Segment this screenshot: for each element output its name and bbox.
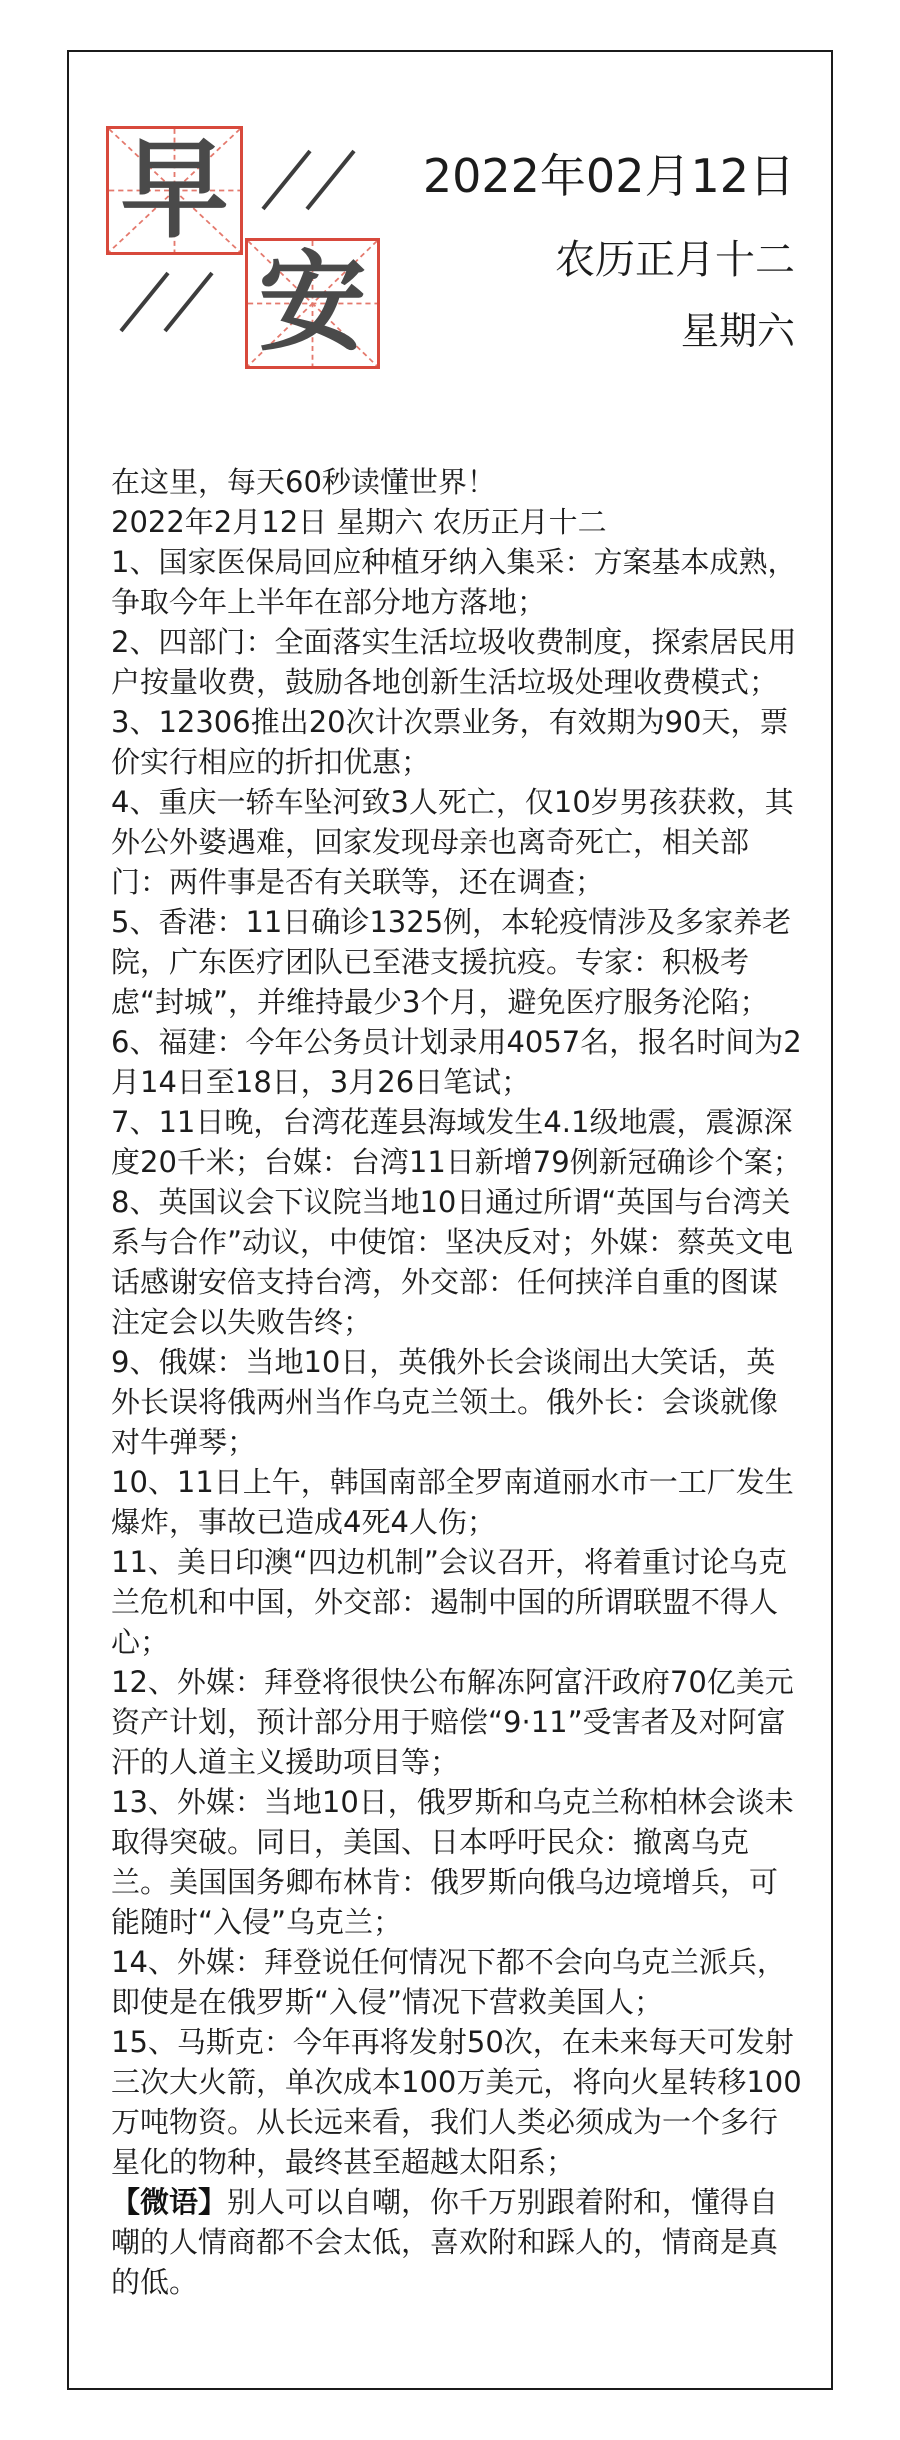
news-item: 14、外媒：拜登说任何情况下都不会向乌克兰派兵，即使是在俄罗斯“入侵”情况下营救美国人； <box>111 1945 786 2019</box>
weiyu-text: 别人可以自嘲，你千万别跟着附和，懂得自嘲的人情商都不会太低，喜欢附和踩人的，情商是真的低。 <box>111 2185 779 2299</box>
news-item: 9、俄媒：当地10日，英俄外长会谈闹出大笑话，英外长误将俄两州当作乌克兰领土。俄外长：会谈就像对牛弹琴； <box>111 1345 779 1459</box>
date-weekday: 星期六 <box>680 309 795 353</box>
news-content <box>111 462 803 2302</box>
news-item: 3、12306推出20次计次票业务，有效期为90天，票价实行相应的折扣优惠； <box>111 705 789 779</box>
weiyu-label: 【微语】 <box>111 2185 228 2219</box>
news-item: 13、外媒：当地10日，俄罗斯和乌克兰称柏林会谈未取得突破。同日，美国、日本呼吁民众：撤离乌克兰。美国国务卿布林肯：俄罗斯向俄乌边境增兵，可能随时“入侵”乌克兰； <box>111 1785 794 1939</box>
news-item: 12、外媒：拜登将很快公布解冻阿富汗政府70亿美元资产计划，预计部分用于赔偿“9·11”受害者及对阿富汗的人道主义援助项目等； <box>111 1665 794 1779</box>
news-item: 4、重庆一轿车坠河致3人死亡，仅10岁男孩获救，其外公外婆遇难，回家发现母亲也离奇死亡，相关部门：两件事是否有关联等，还在调查； <box>111 785 794 899</box>
weiyu-paragraph <box>111 2182 803 2302</box>
news-item: 2、四部门：全面落实生活垃圾收费制度，探索居民用户按量收费，鼓励各地创新生活垃圾处理收费模式； <box>111 625 797 699</box>
date-gregorian: 2022年02月12日 <box>422 149 795 203</box>
news-item: 7、11日晚，台湾花莲县海域发生4.1级地震，震源深度20千米；台媒：台湾11日新增79例新冠确诊个案； <box>111 1105 802 1179</box>
date-lunar: 农历正月十二 <box>555 237 795 283</box>
news-item: 8、英国议会下议院当地10日通过所谓“英国与台湾关系与合作”动议，中使馆：坚决反对；外媒：蔡英文电话感谢安倍支持台湾，外交部：任何挟洋自重的图谋注定会以失败告终； <box>111 1185 794 1339</box>
news-item: 1、国家医保局回应种植牙纳入集采：方案基本成熟，争取今年上半年在部分地方落地； <box>111 545 797 619</box>
news-item: 15、马斯克：今年再将发射50次，在未来每天可发射三次大火箭，单次成本100万美元，将向火星转移100万吨物资。从长远来看，我们人类必须成为一个多行星化的物种，最终甚至超越太阳系； <box>111 2025 802 2179</box>
intro-line: 在这里，每天60秒读懂世界！ <box>111 465 496 499</box>
logo-char-an: 安 <box>258 240 367 366</box>
news-item: 11、美日印澳“四边机制”会议召开，将着重讨论乌克兰危机和中国，外交部：遏制中国的所谓联盟不得人心； <box>111 1545 787 1659</box>
hanzi-grid-box-zao <box>106 126 243 255</box>
news-item: 5、香港：11日确诊1325例，本轮疫情涉及多家养老院，广东医疗团队已至港支援抗疫。专家：积极考虑“封城”，并维持最少3个月，避免医疗服务沦陷； <box>111 905 792 1019</box>
double-slash-icon <box>113 268 217 336</box>
news-item: 6、福建：今年公务员计划录用4057名，报名时间为2月14日至18日，3月26日笔试； <box>111 1025 802 1099</box>
outer-frame <box>67 50 833 2390</box>
logo-char-zao: 早 <box>120 127 229 253</box>
double-slash-icon <box>255 146 359 214</box>
news-item: 10、11日上午，韩国南部全罗南道丽水市一工厂发生爆炸，事故已造成4死4人伤； <box>111 1465 794 1539</box>
hanzi-grid-box-an <box>245 238 380 369</box>
date-subtitle: 2022年2月12日 星期六 农历正月十二 <box>111 505 607 539</box>
